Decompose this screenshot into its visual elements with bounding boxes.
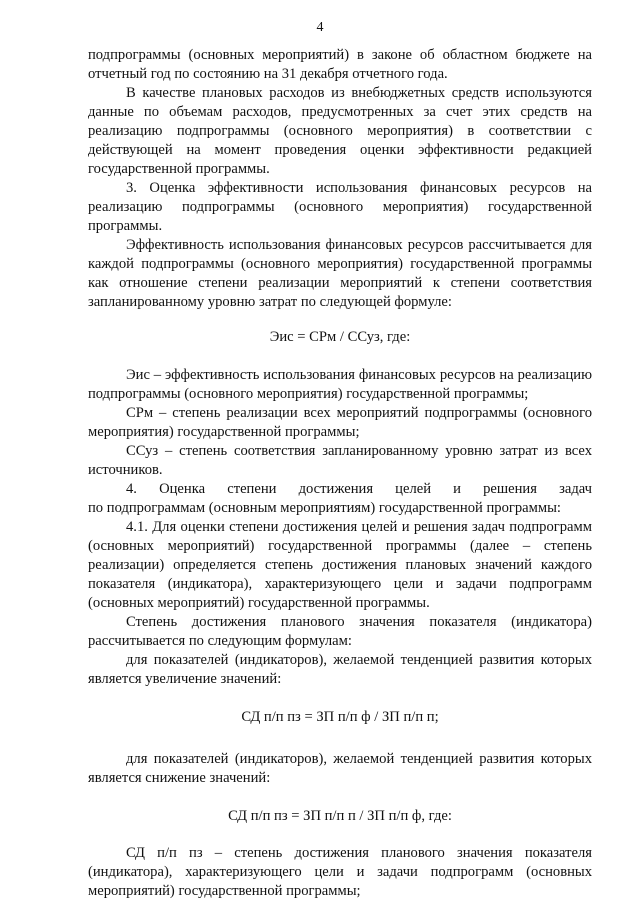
definition-ssuz: ССуз – степень соответствия запланированному уровню затрат из всех источников. <box>88 443 592 478</box>
definition-sd: СД п/п пз – степень достижения планового значения показателя (индикатора), характеризующего цели и задачи подпрограмм (основных мероприятий) государственной программы; <box>88 845 592 899</box>
section-heading-3: 3. Оценка эффективности использования финансовых ресурсов на реализацию подпрограммы (основного мероприятия) государственной программы. <box>88 180 592 234</box>
definition-eis: Эис – эффективность использования финансовых ресурсов на реализацию подпрограммы (основного мероприятия) государственной программы; <box>88 367 592 402</box>
section-heading-4-continued: по подпрограммам (основным мероприятиям) государственной программы: <box>88 500 561 516</box>
paragraph-formulas-intro: Степень достижения планового значения показателя (индикатора) рассчитывается по следующим формулам: <box>88 614 592 649</box>
paragraph-4-1: 4.1. Для оценки степени достижения целей и решения задач подпрограмм (основных мероприятий) государственной программы (далее – степень реализации) определяется степень достижения плановых значений каждого показателя (индикатора), характеризующего цели и задачи подпрограмм (основных мероприятий) государственной программы. <box>88 519 592 611</box>
paragraph-increase: для показателей (индикаторов), желаемой тенденцией развития которых является увеличение значений: <box>88 652 592 687</box>
formula-increase: СД п/п пз = ЗП п/п ф / ЗП п/п п; <box>241 709 439 725</box>
definition-srm: СРм – степень реализации всех мероприятий подпрограммы (основного мероприятия) государственной программы; <box>88 405 592 440</box>
formula-efficiency: Эис = СРм / ССуз, где: <box>269 329 411 345</box>
formula-decrease: СД п/п пз = ЗП п/п п / ЗП п/п ф, где: <box>228 808 452 824</box>
section-heading-4: 4. Оценка степени достижения целей и решения задач <box>126 481 592 497</box>
page-number: 4 <box>316 20 324 35</box>
paragraph-decrease: для показателей (индикаторов), желаемой тенденцией развития которых является снижение значений: <box>88 751 592 786</box>
paragraph-efficiency: Эффективность использования финансовых ресурсов рассчитывается для каждой подпрограммы (основного мероприятия) государственной программы как отношение степени реализации мероприятий к степени соответствия запланированному уровню затрат по следующей формуле: <box>88 237 592 310</box>
paragraph-budget-law: подпрограммы (основных мероприятий) в законе об областном бюджете на отчетный год по состоянию на 31 декабря отчетного года. <box>88 47 592 82</box>
paragraph-extrabudgetary: В качестве плановых расходов из внебюджетных средств используются данные по объемам расходов, предусмотренных за счет этих средств на реализацию подпрограммы (основного мероприятия) в соответствии с действующей на момент проведения оценки эффективности редакцией государственной программы. <box>88 85 592 177</box>
document-body <box>88 46 592 901</box>
